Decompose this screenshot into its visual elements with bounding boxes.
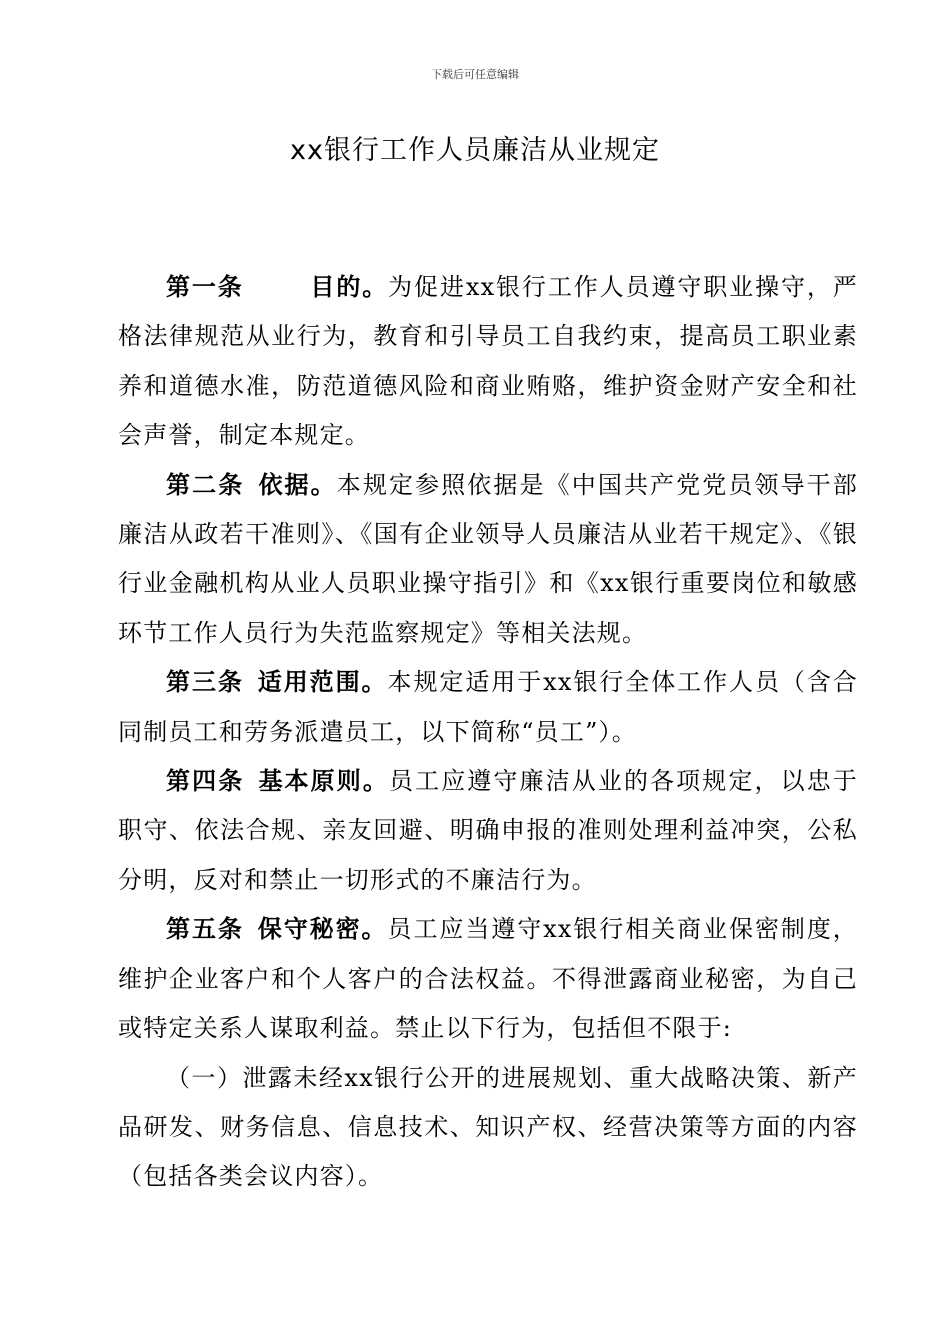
article-4 bbox=[118, 757, 858, 905]
article-1 bbox=[118, 263, 858, 461]
article-heading: 保守秘密。 bbox=[257, 915, 388, 944]
article-number: 第四条 bbox=[166, 767, 245, 796]
article-text: 员工应遵守廉洁从业的各项规定，以忠于职守、依法合规、亲友回避、明确申报的准则处理利益冲突，公私分明，反对和禁止一切形式的不廉洁行为。 bbox=[118, 767, 858, 894]
article-number: 第二条 bbox=[166, 470, 245, 499]
article-heading: 依据。 bbox=[257, 470, 337, 499]
article-text: 为促进xx银行工作人员遵守职业操守，严格法律规范从业行为，教育和引导员工自我约束，提高员工职业素养和道德水准，防范道德风险和商业贿赂，维护资金财产安全和社会声誉，制定本规定。 bbox=[118, 273, 858, 450]
article-heading: 适用范围。 bbox=[257, 668, 388, 697]
document-body bbox=[118, 263, 858, 1202]
article-text: 本规定适用于xx银行全体工作人员（含合同制员工和劳务派遣员工，以下简称“员工”）。 bbox=[118, 668, 858, 746]
document-title: xx银行工作人员廉洁从业规定 bbox=[290, 135, 660, 166]
article-number: 第一条 bbox=[166, 273, 244, 301]
article-number: 第五条 bbox=[166, 915, 244, 944]
article-3 bbox=[118, 658, 858, 757]
article-5 bbox=[118, 905, 858, 1053]
article-heading: 目的。 bbox=[309, 273, 389, 301]
article-2 bbox=[118, 461, 858, 659]
article-heading: 基本原则。 bbox=[257, 767, 389, 796]
page-header-note: 下载后可任意编辑 bbox=[431, 68, 519, 81]
article-text: 员工应当遵守xx银行相关商业保密制度，维护企业客户和个人客户的合法权益。不得泄露商业秘密，为自己或特定关系人谋取利益。禁止以下行为，包括但不限于: bbox=[118, 915, 858, 1043]
article-number: 第三条 bbox=[166, 668, 244, 697]
item-text: （一）泄露未经xx银行公开的进展规划、重大战略决策、新产品研发、财务信息、信息技术、知识产权、经营决策等方面的内容（包括各类会议内容）。 bbox=[118, 1063, 858, 1191]
article-5-item-1 bbox=[118, 1054, 858, 1202]
article-text: 本规定参照依据是《中国共产党党员领导干部廉洁从政若干准则》、《国有企业领导人员廉洁从业若干规定》、《银行业金融机构从业人员职业操守指引》和《xx银行重要岗位和敏感环节工作人员行为失范监察规定》等相关法规。 bbox=[118, 470, 858, 647]
